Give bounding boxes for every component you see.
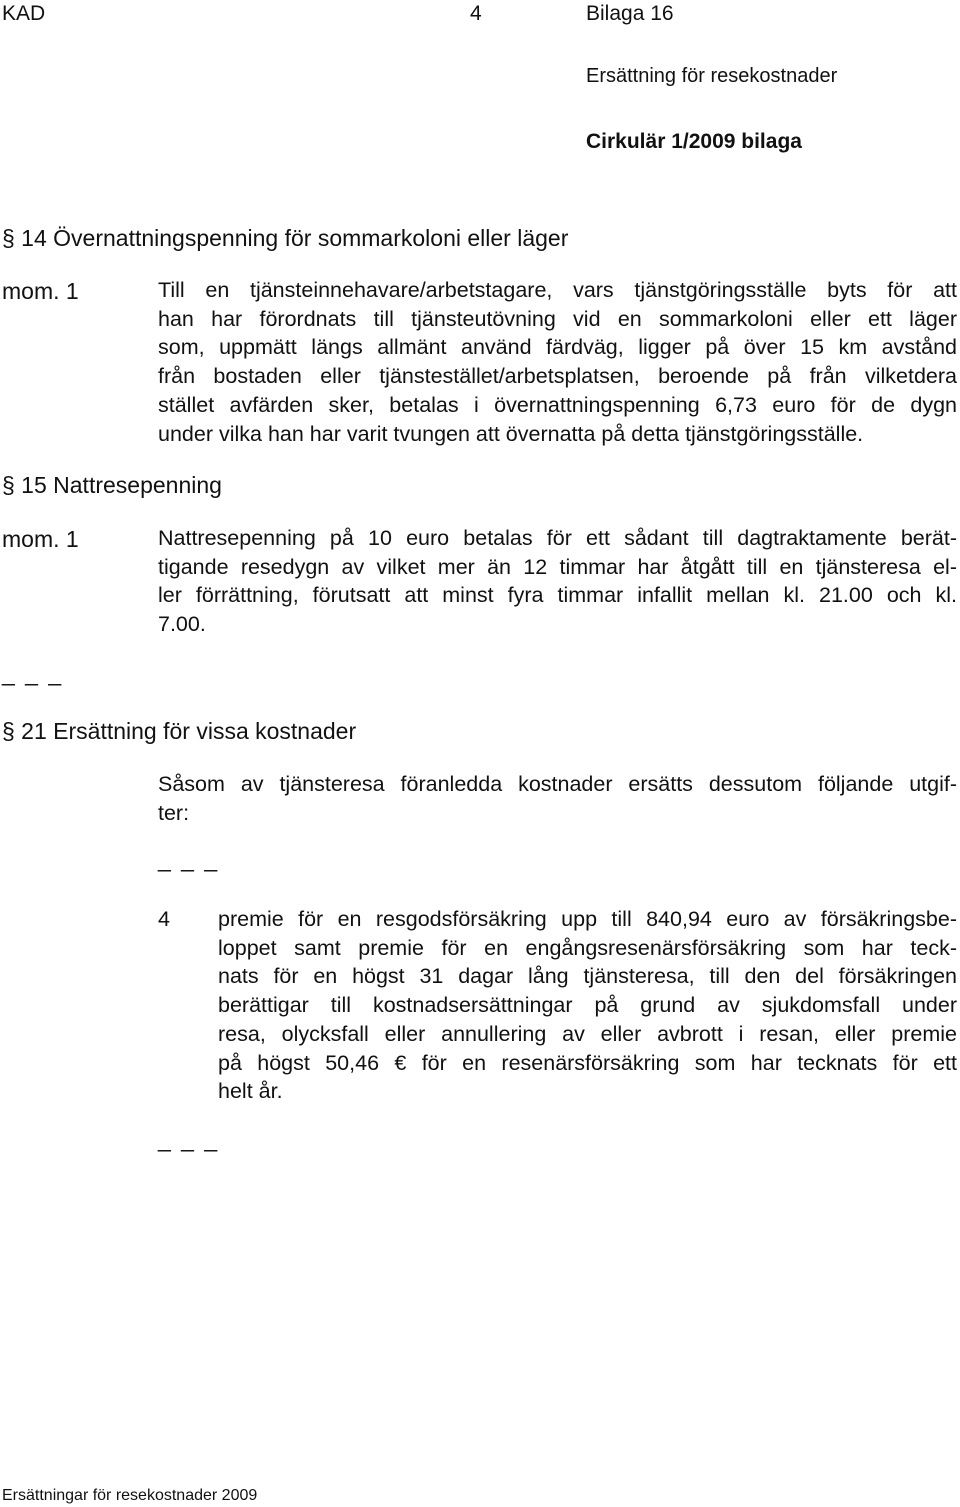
paragraph-line: från bostaden eller tjänstestället/arbetsplatsen, beroende på från vilketdera <box>158 364 957 389</box>
section-14-heading: § 14 Övernattningspenning för sommarkoloni eller läger <box>2 225 569 251</box>
paragraph-line: han har förordnats till tjänsteutövning vid en sommarkoloni eller ett läger <box>158 306 957 331</box>
omission-mark: _ _ _ <box>158 1126 220 1152</box>
paragraph-line: som, uppmätt längs allmänt använd färdväg, ligger på över 15 km avstånd <box>158 335 957 360</box>
circular-label: Cirkulär 1/2009 bilaga <box>586 130 802 153</box>
paragraph-line: tigande resedygn av vilket mer än 12 timmar har åtgått till en tjänsteresa el- <box>158 554 957 579</box>
omission-mark: _ _ _ <box>158 846 220 872</box>
section-15-paragraph <box>158 524 957 639</box>
paragraph-line: på högst 50,46 € för en resenärsförsäkring som har tecknats för ett <box>218 1050 957 1075</box>
paragraph-line: stället avfärden sker, betalas i övernattningspenning 6,73 euro för de dygn <box>158 392 957 417</box>
section-21-intro <box>158 770 957 827</box>
page-number: 4 <box>470 2 482 25</box>
appendix-label: Bilaga 16 <box>586 2 674 25</box>
paragraph-line: ler förrättning, förutsatt att minst fyra timmar infallit mellan kl. 21.00 och kl. <box>158 583 957 608</box>
paragraph-line: Såsom av tjänsteresa föranledda kostnader ersätts dessutom följande utgif- <box>158 772 957 796</box>
section-14-paragraph <box>158 276 957 448</box>
paragraph-line: ter: <box>158 800 190 825</box>
paragraph-line: Nattresepenning på 10 euro betalas för ett sådant till dagtraktamente berät- <box>158 526 957 550</box>
paragraph-line: nats för en högst 31 dagar lång tjänsteresa, till den del försäkringen <box>218 964 957 989</box>
omission-mark: _ _ _ <box>2 660 64 686</box>
section-21-item-4 <box>218 905 957 1106</box>
paragraph-line: berättigar till kostnadsersättningar på grund av sjukdomsfall under <box>218 993 957 1018</box>
paragraph-line: helt år. <box>218 1079 283 1104</box>
section-15-heading: § 15 Nattresepenning <box>2 472 222 498</box>
paragraph-line: under vilka han har varit tvungen att övernatta på detta tjänstgöringsställe. <box>158 421 864 446</box>
paragraph-line: premie för en resgodsförsäkring upp till 840,94 euro av försäkringsbe- <box>218 907 957 931</box>
section-15-mom-label: mom. 1 <box>2 526 79 552</box>
paragraph-line: Till en tjänsteinnehavare/arbetstagare, vars tjänstgöringsställe byts för att <box>158 278 957 302</box>
paragraph-line: loppet samt premie för en engångsresenärsförsäkring som har teck- <box>218 935 957 960</box>
header-left: KAD <box>2 2 46 25</box>
section-21-heading: § 21 Ersättning för vissa kostnader <box>2 718 357 744</box>
section-14-mom-label: mom. 1 <box>2 278 79 304</box>
item-number: 4 <box>158 907 170 931</box>
paragraph-line: resa, olycksfall eller annullering av eller avbrott i resan, eller premie <box>218 1021 957 1046</box>
paragraph-line: 7.00. <box>158 612 206 637</box>
header-subtitle: Ersättning för resekostnader <box>586 65 838 87</box>
footer-text: Ersättningar för resekostnader 2009 <box>2 1487 258 1504</box>
